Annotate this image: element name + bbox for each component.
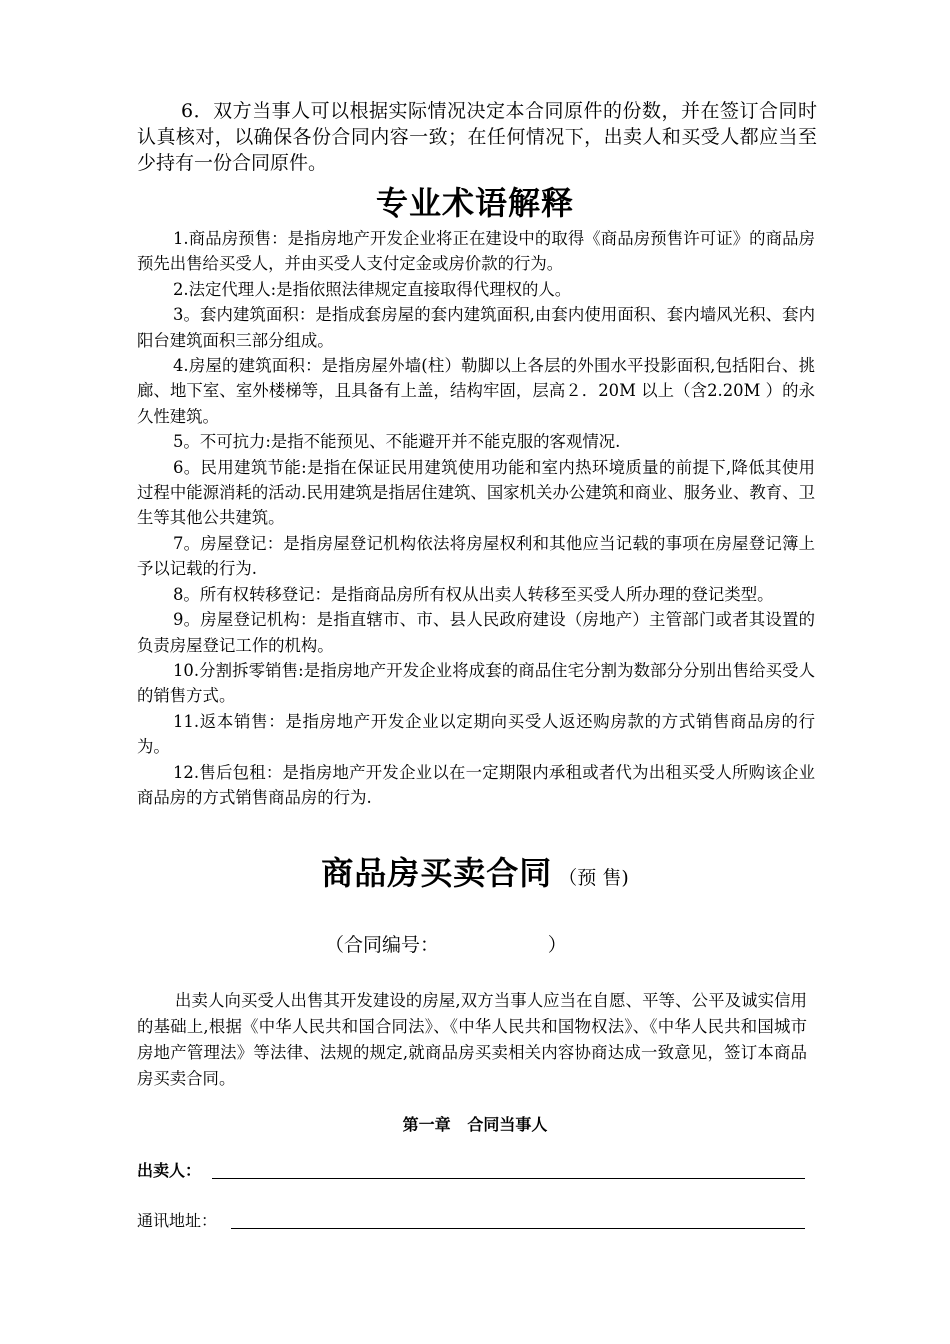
address-blank-line[interactable] bbox=[231, 1228, 805, 1229]
preamble-paragraph: 出卖人向买受人出售其开发建设的房屋,双方当事人应当在自愿、平等、公平及诚实信用的基础上,根据《中华人民共和国合同法》、《中华人民共和国物权法》、《中华人民共和国城市房地产管理法》等法律、法规的规定,就商品房买卖相关内容协商达成一致意见，签订本商品房买卖合同。 bbox=[137, 991, 807, 1088]
contract-subtitle: （预 售) bbox=[558, 867, 629, 889]
term-item: 8。所有权转移登记：是指商品房所有权从出卖人转移至买受人所办理的登记类型。 bbox=[173, 584, 774, 604]
term-item: 12.售后包租：是指房地产开发企业以在一定期限内承租或者代为出租买受人所购该企业商品房的方式销售商品房的行为. bbox=[137, 762, 815, 807]
contract-number: （合同编号： ） bbox=[325, 934, 567, 956]
seller-field bbox=[137, 1158, 201, 1181]
terms-list bbox=[137, 226, 815, 810]
address-label: 通讯地址： bbox=[137, 1211, 218, 1230]
term-item: 6。民用建筑节能:是指在保证民用建筑使用功能和室内热环境质量的前提下,降低其使用过程中能源消耗的活动.民用建筑是指居住建筑、国家机关办公建筑和商业、服务业、教育、卫生等其他公共建筑。 bbox=[137, 457, 815, 528]
terms-heading: 专业术语解释 bbox=[375, 184, 574, 222]
address-field bbox=[137, 1208, 217, 1231]
chapter-heading: 第一章 合同当事人 bbox=[402, 1115, 548, 1134]
term-item: 1.商品房预售：是指房地产开发企业将正在建设中的取得《商品房预售许可证》的商品房预先出售给买受人，并由买受人支付定金或房价款的行为。 bbox=[137, 229, 815, 274]
term-item: 2.法定代理人:是指依照法律规定直接取得代理权的人。 bbox=[173, 279, 572, 299]
term-item: 10.分割拆零销售:是指房地产开发企业将成套的商品住宅分割为数部分分别出售给买受人的销售方式。 bbox=[137, 660, 815, 706]
term-item: 7。房屋登记：是指房屋登记机构依法将房屋权利和其他应当记载的事项在房屋登记簿上予以记载的行为. bbox=[137, 533, 815, 579]
seller-label: 出卖人： bbox=[137, 1161, 202, 1180]
seller-blank-line[interactable] bbox=[212, 1178, 805, 1179]
term-item: 3。套内建筑面积：是指成套房屋的套内建筑面积,由套内使用面积、套内墙风光积、套内阳台建筑面积三部分组成。 bbox=[137, 305, 815, 350]
intro-paragraph: 6．双方当事人可以根据实际情况决定本合同原件的份数，并在签订合同时认真核对，以确保各份合同内容一致；在任何情况下，出卖人和买受人都应当至少持有一份合同原件。 bbox=[137, 100, 817, 174]
term-item: 5。不可抗力:是指不能预见、不能避开并不能克服的客观情况. bbox=[173, 432, 621, 452]
contract-title-block bbox=[0, 848, 950, 894]
term-item: 9。房屋登记机构：是指直辖市、市、县人民政府建设（房地产）主管部门或者其设置的负责房屋登记工作的机构。 bbox=[137, 610, 815, 655]
contract-title: 商品房买卖合同 bbox=[321, 854, 553, 892]
term-item: 4.房屋的建筑面积：是指房屋外墙(柱）勒脚以上各层的外围水平投影面积,包括阳台、挑廊、地下室、室外楼梯等，且具备有上盖，结构牢固，层高２．20M 以上（含2.20M ）的永久性建筑。 bbox=[137, 356, 815, 426]
term-item: 11.返本销售：是指房地产开发企业以定期向买受人返还购房款的方式销售商品房的行为。 bbox=[137, 711, 815, 757]
